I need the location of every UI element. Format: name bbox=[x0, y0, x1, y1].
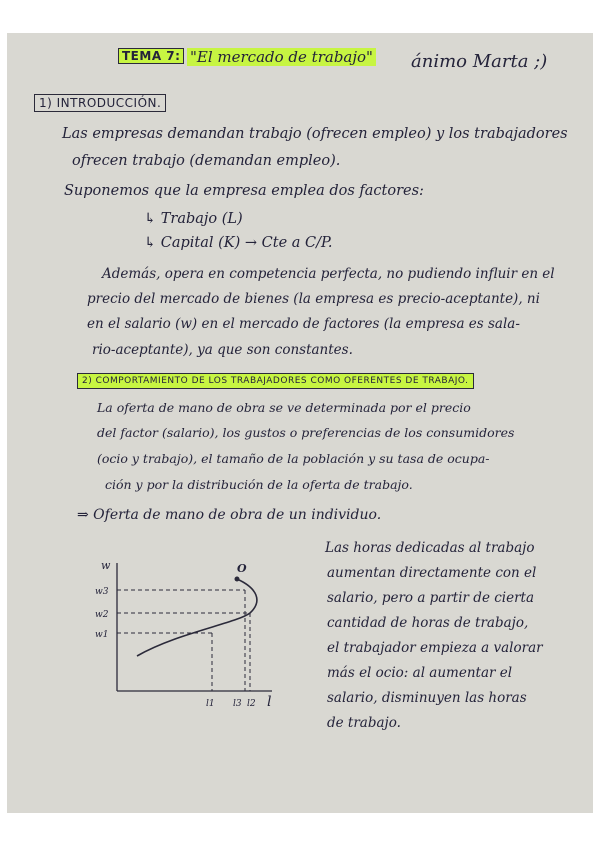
curve-point bbox=[235, 577, 240, 582]
intro-line-1: Las empresas demandan trabajo (ofrecen empleo) y los trabajadores bbox=[62, 126, 568, 142]
section-2-heading: 2) COMPORTAMIENTO DE LOS TRABAJADORES COMO OFERENTES DE TRABAJO. bbox=[77, 373, 474, 389]
para-line-3: en el salario (w) en el mercado de factores (la empresa es sala- bbox=[87, 316, 520, 332]
desc-line-6: más el ocio: al aumentar el bbox=[327, 665, 513, 681]
page-title: "El mercado de trabajo" bbox=[187, 48, 376, 66]
margin-note: ánimo Marta ;) bbox=[411, 51, 548, 72]
tick-l3: l3 bbox=[233, 699, 242, 709]
tick-w2: w2 bbox=[95, 610, 109, 620]
supply-line-1: La oferta de mano de obra se ve determinada por el precio bbox=[97, 400, 471, 415]
labor-supply-graph bbox=[87, 553, 287, 713]
tick-w1: w1 bbox=[95, 630, 109, 640]
section-1-heading: 1) INTRODUCCIÓN. bbox=[34, 94, 166, 112]
factor-capital: ↳ Capital (K) → Cte a C/P. bbox=[144, 235, 333, 251]
supply-line-4: ción y por la distribución de la oferta de trabajo. bbox=[105, 477, 413, 492]
desc-line-2: aumentan directamente con el bbox=[327, 565, 537, 581]
x-axis-label: l bbox=[267, 694, 272, 710]
supply-curve bbox=[137, 579, 257, 656]
para-line-4: rio-aceptante), ya que son constantes. bbox=[92, 342, 353, 358]
y-axis-label: w bbox=[101, 559, 111, 572]
tick-l2: l2 bbox=[247, 699, 256, 709]
desc-line-7: salario, disminuyen las horas bbox=[327, 690, 527, 706]
tick-l1: l1 bbox=[206, 699, 215, 709]
factor-labor: ↳ Trabajo (L) bbox=[144, 211, 243, 227]
desc-line-1: Las horas dedicadas al trabajo bbox=[325, 540, 535, 556]
desc-line-8: de trabajo. bbox=[327, 715, 401, 731]
desc-line-3: salario, pero a partir de cierta bbox=[327, 590, 535, 606]
intro-line-2: ofrecen trabajo (demandan empleo). bbox=[72, 153, 341, 169]
supply-line-2: del factor (salario), los gustos o preferencias de los consumidores bbox=[97, 425, 515, 440]
desc-line-4: cantidad de horas de trabajo, bbox=[327, 615, 529, 631]
tick-w3: w3 bbox=[95, 587, 109, 597]
subheading: ⇒ Oferta de mano de obra de un individuo. bbox=[77, 507, 382, 523]
notebook-page bbox=[7, 33, 593, 813]
bullet-line: Suponemos que la empresa emplea dos factores: bbox=[64, 183, 424, 199]
curve-label: O bbox=[237, 562, 247, 575]
supply-line-3: (ocio y trabajo), el tamaño de la población y su tasa de ocupa- bbox=[97, 451, 490, 466]
tema-label: TEMA 7: bbox=[118, 48, 184, 64]
desc-line-5: el trabajador empieza a valorar bbox=[327, 640, 543, 656]
para-line-1: Además, opera en competencia perfecta, no pudiendo influir en el bbox=[102, 266, 555, 282]
para-line-2: precio del mercado de bienes (la empresa es precio-aceptante), ni bbox=[87, 291, 540, 307]
